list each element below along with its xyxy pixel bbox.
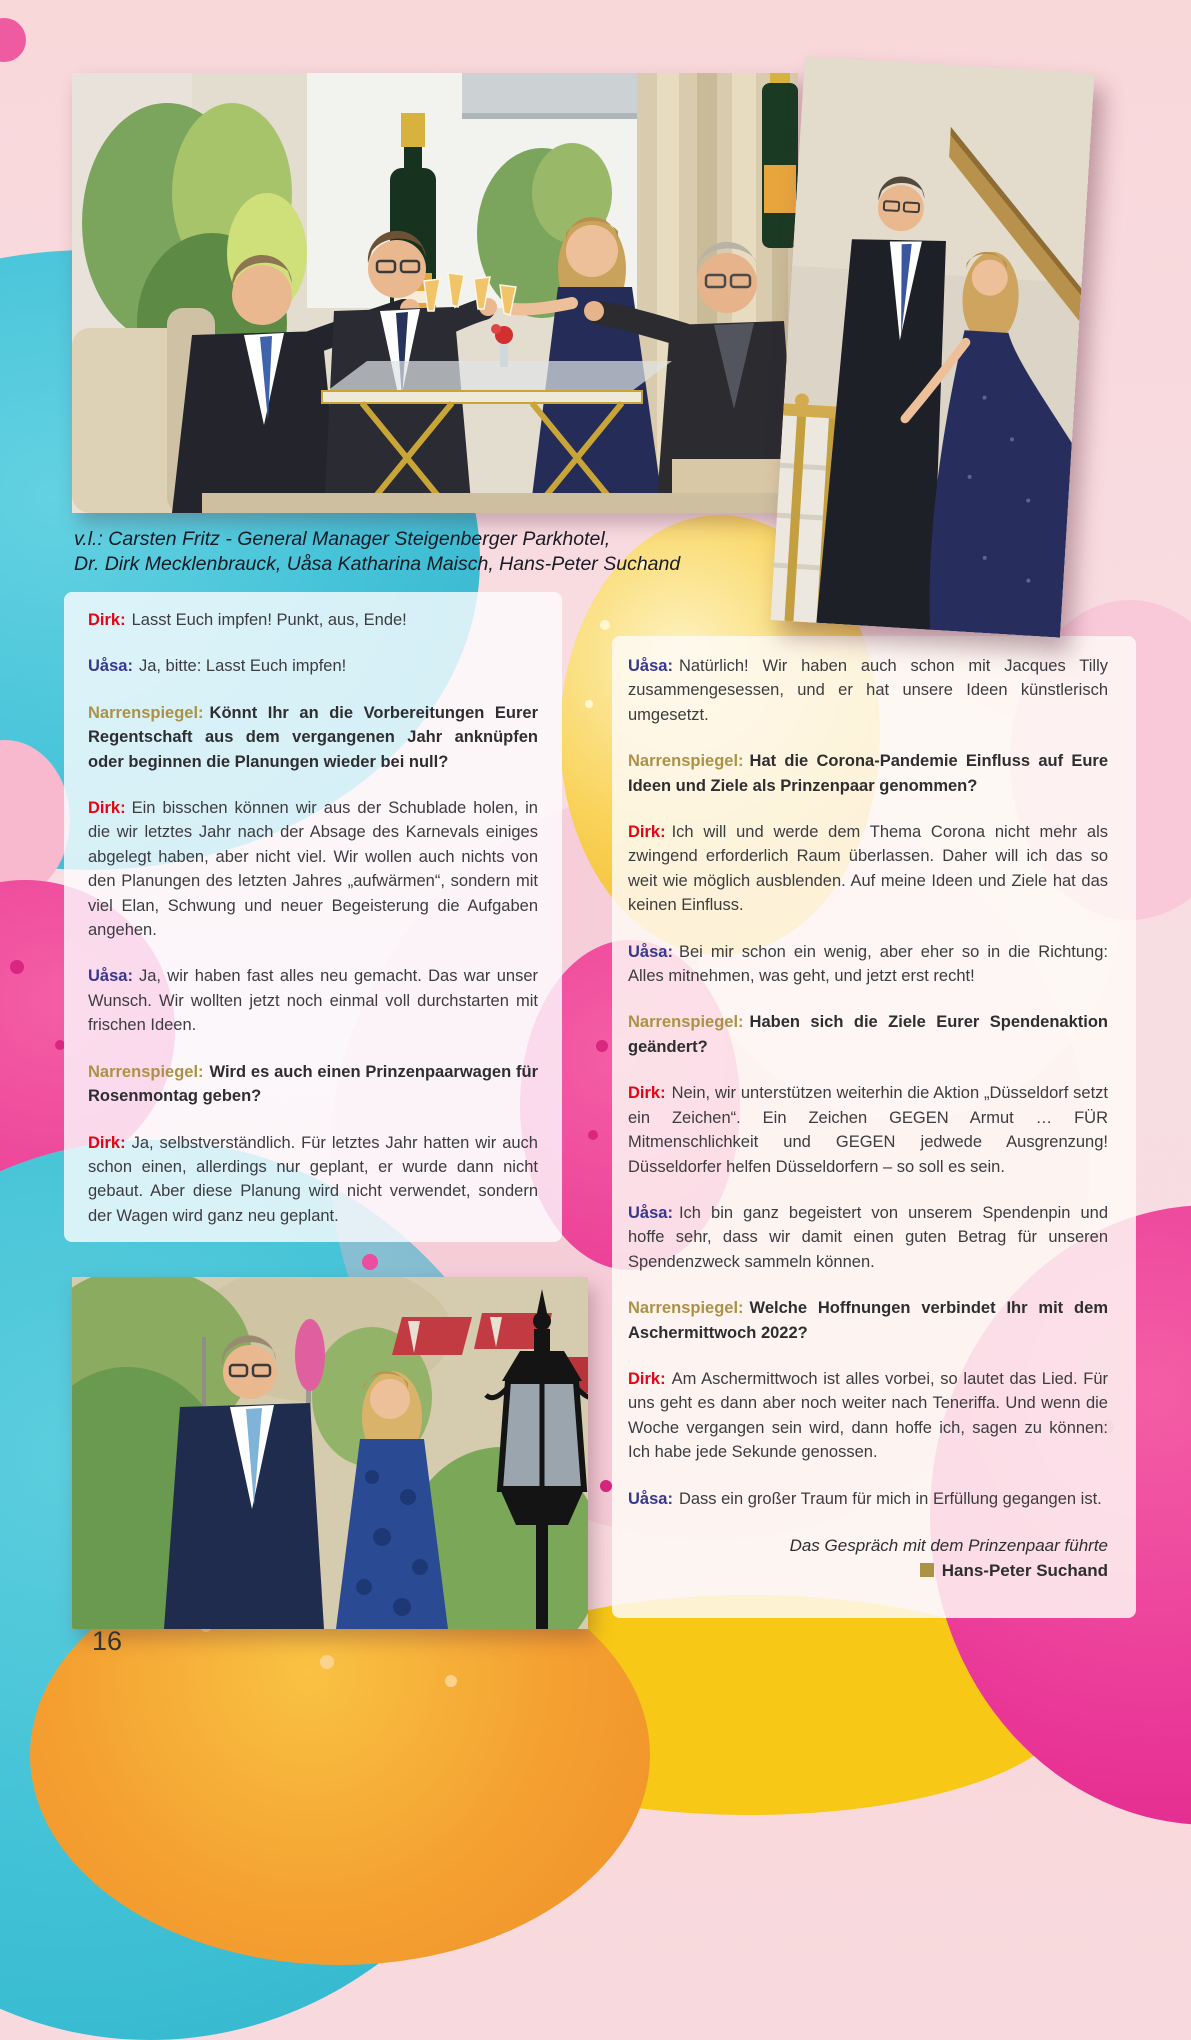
interview-block: Dirk: Ich will und werde dem Thema Corona nicht mehr als zwingend erforderlich Raum überlassen. Daher will ich das so weit wie möglich ausblenden. Auf meine Ideen und Ziele hat das keinen Einfluss.	[628, 823, 1108, 915]
speaker-dirk: Dirk:	[628, 1369, 666, 1388]
photo-caption	[74, 527, 680, 577]
interview-column-right	[612, 636, 1136, 1618]
interview-block: Uåsa: Natürlich! Wir haben auch schon mit Jacques Tilly zusammengesessen, und er hat unsere Ideen künstlerisch umgesetzt.	[628, 657, 1108, 724]
interview-block: Dirk: Lasst Euch impfen! Punkt, aus, Ende!	[88, 611, 407, 629]
speaker-uasa: Uåsa:	[628, 657, 673, 675]
speaker-narrenspiegel: Narrenspiegel:	[88, 1062, 204, 1081]
interview-question: Narrenspiegel: Welche Hoffnungen verbindet Ihr mit dem Aschermittwoch 2022?	[628, 1299, 1108, 1342]
balloon-dot	[588, 1130, 598, 1140]
interview-block: Dirk: Am Aschermittwoch ist alles vorbei, so lautet das Lied. Für uns geht es dann aber noch weiter nach Teneriffa. Und wenn die Woche vergangen sein wird, dann hoffe ich, sagen zu können: Ich habe jede Sekunde genossen.	[628, 1369, 1108, 1462]
balloon-dot	[600, 620, 610, 630]
photo-caption-line2: Dr. Dirk Mecklenbrauck, Uåsa Katharina Maisch, Hans-Peter Suchand	[74, 553, 681, 575]
speaker-narrenspiegel: Narrenspiegel:	[628, 752, 744, 771]
speaker-uasa: Uåsa:	[88, 967, 133, 986]
interview-block: Uåsa: Dass ein großer Traum für mich in Erfüllung gegangen ist.	[628, 1489, 1102, 1508]
photo-couple-outdoors-illustration	[72, 1277, 588, 1629]
credit-lead: Das Gespräch mit dem Prinzenpaar führte	[789, 1535, 1108, 1555]
interview-block: Uåsa: Ja, wir haben fast alles neu gemacht. Das war unser Wunsch. Wir wollten jetzt noch einmal voll durchstarten mit frischen Ideen.	[88, 967, 538, 1035]
photo-group-toast-illustration	[72, 73, 798, 513]
balloon-dot	[600, 1480, 612, 1492]
page-number: 16	[92, 1626, 123, 1656]
speaker-dirk: Dirk:	[628, 1084, 666, 1103]
photo-caption-line1: v.l.: Carsten Fritz - General Manager Steigenberger Parkhotel,	[74, 528, 611, 550]
interview-block: Dirk: Nein, wir unterstützen weiterhin die Aktion „Düsseldorf setzt ein Zeichen“. Ein Zeichen GEGEN Armut … FÜR Mitmenschlichkeit und GEGEN jedwede Ausgrenzung! Düsseldorfer helfen Düsseldorfern – so soll es sein.	[628, 1084, 1108, 1176]
interview-question: Narrenspiegel: Haben sich die Ziele Eurer Spendenaktion geändert?	[628, 1013, 1108, 1056]
interview-question: Narrenspiegel: Könnt Ihr an die Vorbereitungen Eurer Regentschaft aus dem vergangenen Jahr anknüpfen oder beginnen die Planungen wieder bei null?	[88, 703, 538, 771]
credit-author: Hans-Peter Suchand	[628, 1558, 1108, 1583]
speaker-uasa: Uåsa:	[628, 942, 673, 961]
photo-couple-staircase	[771, 56, 1095, 638]
balloon-dot	[596, 1040, 608, 1052]
speaker-uasa: Uåsa:	[628, 1489, 673, 1508]
speaker-narrenspiegel: Narrenspiegel:	[88, 703, 204, 722]
interview-block: Dirk: Ein bisschen können wir aus der Schublade holen, in die wir letztes Jahr nach der Absage des Karnevals einiges abgelegt haben, aber nicht viel. Wir wollen auch nichts von den Planungen des letzten Jahres „aufwärmen“, sondern mit viel Elan, Schwung und neuer Begeisterung die Aufgaben angehen.	[88, 799, 538, 940]
speaker-uasa: Uåsa:	[628, 1203, 673, 1222]
balloon-magenta-top-left	[0, 18, 26, 62]
interview-question: Narrenspiegel: Wird es auch einen Prinzenpaarwagen für Rosenmontag geben?	[88, 1062, 538, 1106]
balloon-dot	[585, 700, 593, 708]
balloon-dot	[320, 1655, 334, 1669]
interview-block: Uåsa: Ja, bitte: Lasst Euch impfen!	[88, 657, 347, 676]
speaker-dirk: Dirk:	[88, 1133, 126, 1152]
speaker-uasa: Uåsa:	[88, 657, 133, 676]
speaker-narrenspiegel: Narrenspiegel:	[628, 1299, 744, 1318]
photo-couple-staircase-illustration	[771, 56, 1095, 638]
interview-block: Dirk: Ja, selbstverständlich. Für letztes Jahr hatten wir auch schon einen, allerdings nur geplant, er wurde dann nicht gebaut. Aber diese Planung wird nicht verwendet, sondern der Wagen wird ganz neu geplant.	[88, 1133, 538, 1225]
balloon-dot	[445, 1675, 457, 1687]
interview-credit	[628, 1533, 1108, 1583]
credit-square-icon	[920, 1563, 934, 1577]
interview-question: Narrenspiegel: Hat die Corona-Pandemie Einfluss auf Eure Ideen und Ziele als Prinzenpaar genommen?	[628, 752, 1108, 795]
interview-column-left	[64, 592, 562, 1242]
speaker-dirk: Dirk:	[628, 823, 666, 842]
photo-group-toast	[72, 73, 798, 513]
interview-block: Uåsa: Bei mir schon ein wenig, aber eher so in die Richtung: Alles mitnehmen, was geht, und jetzt erst recht!	[628, 942, 1108, 986]
speaker-narrenspiegel: Narrenspiegel:	[628, 1013, 744, 1032]
interview-block: Uåsa: Ich bin ganz begeistert von unserem Spendenpin und hoffe sehr, dass wir damit einen guten Betrag für unseren Spendenzweck sammeln können.	[628, 1203, 1108, 1271]
balloon-dot	[10, 960, 24, 974]
photo-couple-outdoors	[72, 1277, 588, 1629]
speaker-dirk: Dirk:	[88, 611, 126, 629]
balloon-dot	[362, 1254, 378, 1270]
speaker-dirk: Dirk:	[88, 799, 126, 818]
